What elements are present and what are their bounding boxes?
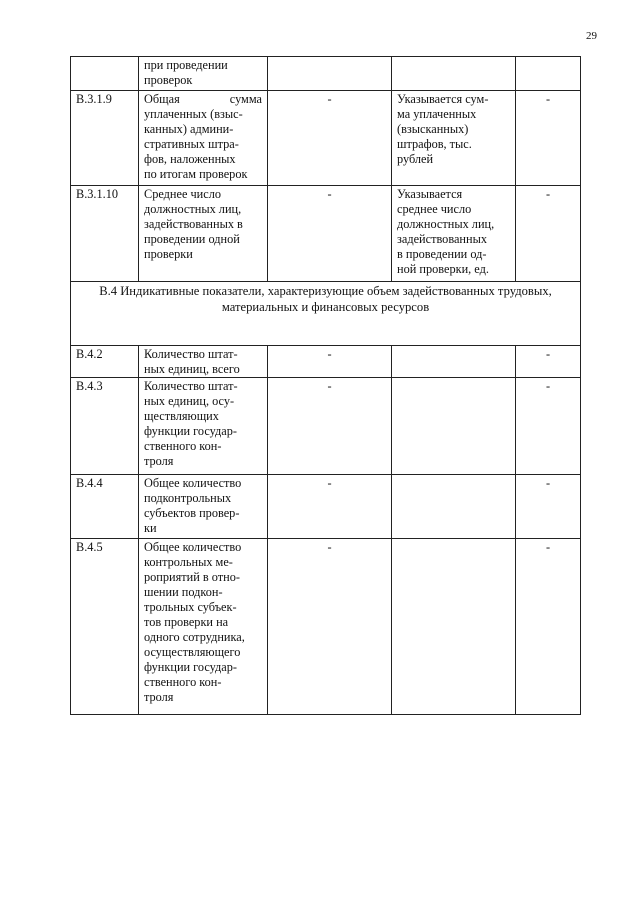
- section-title: В.4 Индикативные показатели, характеризующие объем задействованных трудовых, материальных и финансовых ресурсов: [71, 282, 581, 346]
- indicator-value: -: [268, 186, 392, 282]
- table-row: [71, 475, 581, 539]
- table-row: [71, 378, 581, 475]
- indicator-code: В.4.2: [71, 346, 139, 378]
- indicator-note: Указывается сум- ма уплаченных (взысканных) штрафов, тыс. рублей: [392, 91, 516, 186]
- indicator-value: -: [268, 475, 392, 539]
- indicator-description: Общая сумма уплаченных (взыс- канных) админи- стративных штра- фов, наложенных по итогам проверок: [139, 91, 268, 186]
- indicator-description: Количество штат- ных единиц, всего: [139, 346, 268, 378]
- indicator-value-2: -: [516, 346, 581, 378]
- indicator-code: В.4.5: [71, 539, 139, 715]
- indicator-description: Общее количество контрольных ме- роприятий в отно- шении подкон- трольных субъек- тов проверки на одного сотрудника, осуществляющего функции государ- ственного кон- троля: [139, 539, 268, 715]
- indicator-value-2: -: [516, 91, 581, 186]
- indicator-note: [392, 378, 516, 475]
- indicator-value-2: -: [516, 475, 581, 539]
- indicator-description: Количество штат- ных единиц, осу- ществляющих функции государ- ственного кон- троля: [139, 378, 268, 475]
- indicator-value: -: [268, 91, 392, 186]
- page-number: 29: [586, 30, 597, 42]
- indicator-value-2: -: [516, 186, 581, 282]
- section-row: [71, 282, 581, 346]
- indicator-code: [71, 57, 139, 91]
- indicator-description: Общее количество подконтрольных субъектов провер- ки: [139, 475, 268, 539]
- indicator-value-2: -: [516, 539, 581, 715]
- indicator-value: -: [268, 378, 392, 475]
- indicator-note: Указывается среднее число должностных лиц, задействованных в проведении од- ной проверки, ед.: [392, 186, 516, 282]
- table-row: [71, 91, 581, 186]
- indicator-code: В.4.4: [71, 475, 139, 539]
- indicator-value-2: [516, 57, 581, 91]
- indicator-note: [392, 475, 516, 539]
- table-row: [71, 57, 581, 91]
- indicator-description: при проведении проверок: [139, 57, 268, 91]
- indicator-note: [392, 57, 516, 91]
- indicator-value-2: -: [516, 378, 581, 475]
- indicators-table: [70, 56, 581, 715]
- indicator-value: -: [268, 346, 392, 378]
- table-row: [71, 186, 581, 282]
- indicator-code: В.4.3: [71, 378, 139, 475]
- indicator-description: Среднее число должностных лиц, задействованных в проведении одной проверки: [139, 186, 268, 282]
- table-row: [71, 539, 581, 715]
- indicator-value: [268, 57, 392, 91]
- indicator-code: В.3.1.10: [71, 186, 139, 282]
- indicator-note: [392, 539, 516, 715]
- indicator-note: [392, 346, 516, 378]
- table-row: [71, 346, 581, 378]
- indicator-value: -: [268, 539, 392, 715]
- indicator-code: В.3.1.9: [71, 91, 139, 186]
